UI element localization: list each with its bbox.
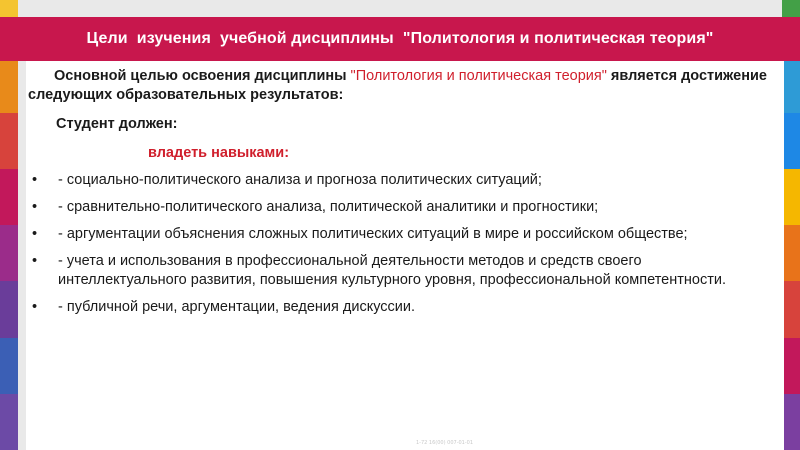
list-item: • - учета и использования в профессиональной деятельности методов и средств своего интеллектуального развития, повышения культурного уровня, профессиональной компетентности. (28, 252, 774, 290)
intro-part2: является достижение следующих образовательных результатов: (28, 68, 767, 103)
content-panel (26, 61, 784, 450)
discipline-name: "Политология и политическая теория" (350, 68, 607, 84)
slide-text (26, 61, 784, 317)
list-item: • - аргументации объяснения сложных политических ситуаций в мире и российском обществе; (28, 225, 774, 244)
list-item: • - сравнительно-политического анализа, политической аналитики и прогностики; (28, 198, 774, 217)
student-label: Студент должен: (56, 116, 178, 132)
intro-part1: Основной целью освоения дисциплины (54, 68, 351, 84)
right-color-stripe (782, 0, 800, 450)
intro-paragraph (28, 67, 774, 105)
list-item: • - социально-политического анализа и прогноза политических ситуаций; (28, 171, 774, 190)
list-item: • - публичной речи, аргументации, ведения дискуссии. (28, 298, 774, 317)
left-color-stripe (0, 0, 18, 450)
skills-list (28, 171, 774, 317)
footnote: 1-72 16(00) 007-01-01 (416, 440, 474, 446)
slide-title: Цели изучения учебной дисциплины "Политология и политическая теория" (0, 17, 800, 61)
skills-label: владеть навыками: (148, 145, 290, 161)
